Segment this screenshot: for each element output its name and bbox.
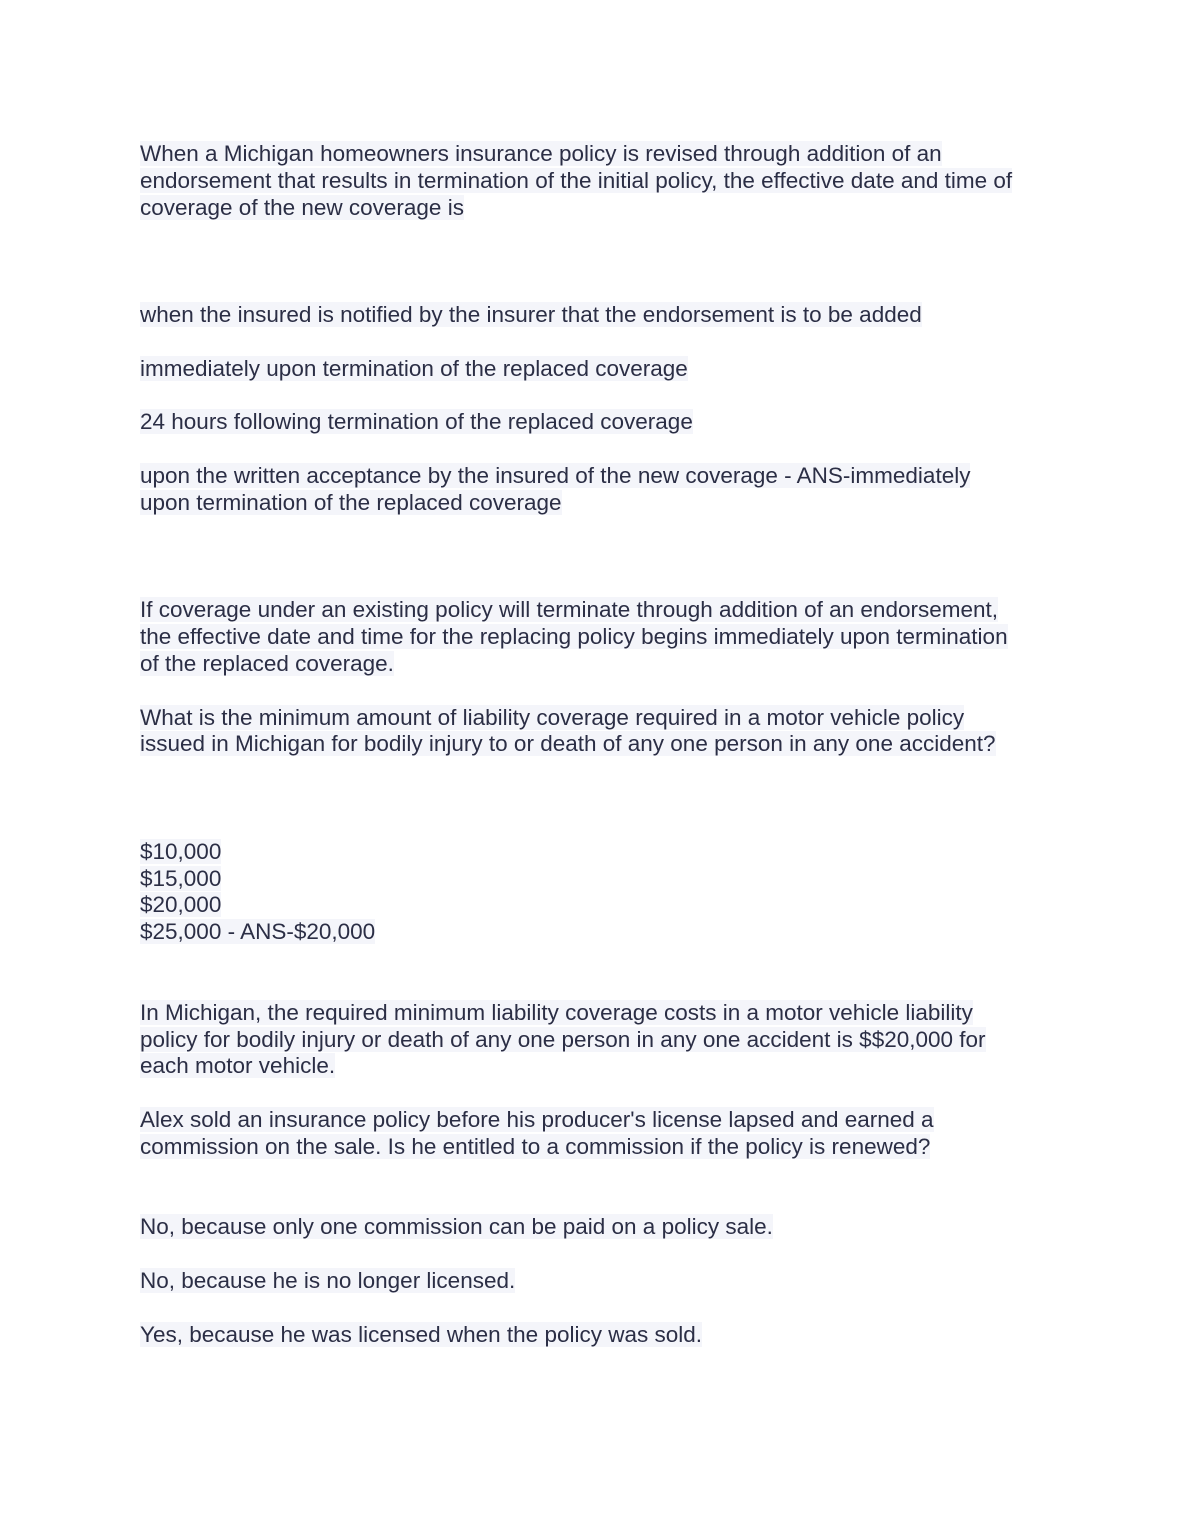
- q1-question-line-2: endorsement that results in termination of the initial policy, the effective date and time of: [140, 168, 1013, 193]
- q1-question-line-1: When a Michigan homeowners insurance policy is revised through addition of an: [140, 141, 942, 166]
- q2-option-4: $25,000 - ANS-$20,000: [140, 919, 376, 944]
- q1-option-d-line-1: upon the written acceptance by the insured of the new coverage - ANS-immediately: [140, 463, 971, 488]
- q3-option-c: Yes, because he was licensed when the policy was sold.: [140, 1322, 703, 1347]
- q2-question-line-2: issued in Michigan for bodily injury to or death of any one person in any one accident?: [140, 731, 996, 756]
- q3-option-b: No, because he is no longer licensed.: [140, 1268, 516, 1293]
- q2-question-line-1: What is the minimum amount of liability coverage required in a motor vehicle policy: [140, 705, 965, 730]
- q1-option-a: when the insured is notified by the insurer that the endorsement is to be added: [140, 302, 922, 327]
- q2-option-2: $15,000: [140, 866, 222, 891]
- q1-explanation-line-3: of the replaced coverage.: [140, 651, 394, 676]
- q2-explanation-line-3: each motor vehicle.: [140, 1053, 336, 1078]
- q1-option-c: 24 hours following termination of the replaced coverage: [140, 409, 693, 434]
- q1-option-b: immediately upon termination of the replaced coverage: [140, 356, 688, 381]
- q3-question-line-1: Alex sold an insurance policy before his producer's license lapsed and earned a: [140, 1107, 934, 1132]
- q3-option-a: No, because only one commission can be paid on a policy sale.: [140, 1214, 773, 1239]
- q2-explanation-line-1: In Michigan, the required minimum liability coverage costs in a motor vehicle liability: [140, 1000, 973, 1025]
- q3-question-line-2: commission on the sale. Is he entitled to a commission if the policy is renewed?: [140, 1134, 931, 1159]
- q2-option-3: $20,000: [140, 892, 222, 917]
- q1-explanation-line-1: If coverage under an existing policy will terminate through addition of an endorsement,: [140, 597, 998, 622]
- q2-explanation-line-2: policy for bodily injury or death of any one person in any one accident is $$20,000 for: [140, 1027, 986, 1052]
- q2-option-1: $10,000: [140, 839, 222, 864]
- q1-option-d-line-2: upon termination of the replaced coverage: [140, 490, 562, 515]
- q1-question-line-3: coverage of the new coverage is: [140, 195, 464, 220]
- q1-explanation-line-2: the effective date and time for the replacing policy begins immediately upon termination: [140, 624, 1008, 649]
